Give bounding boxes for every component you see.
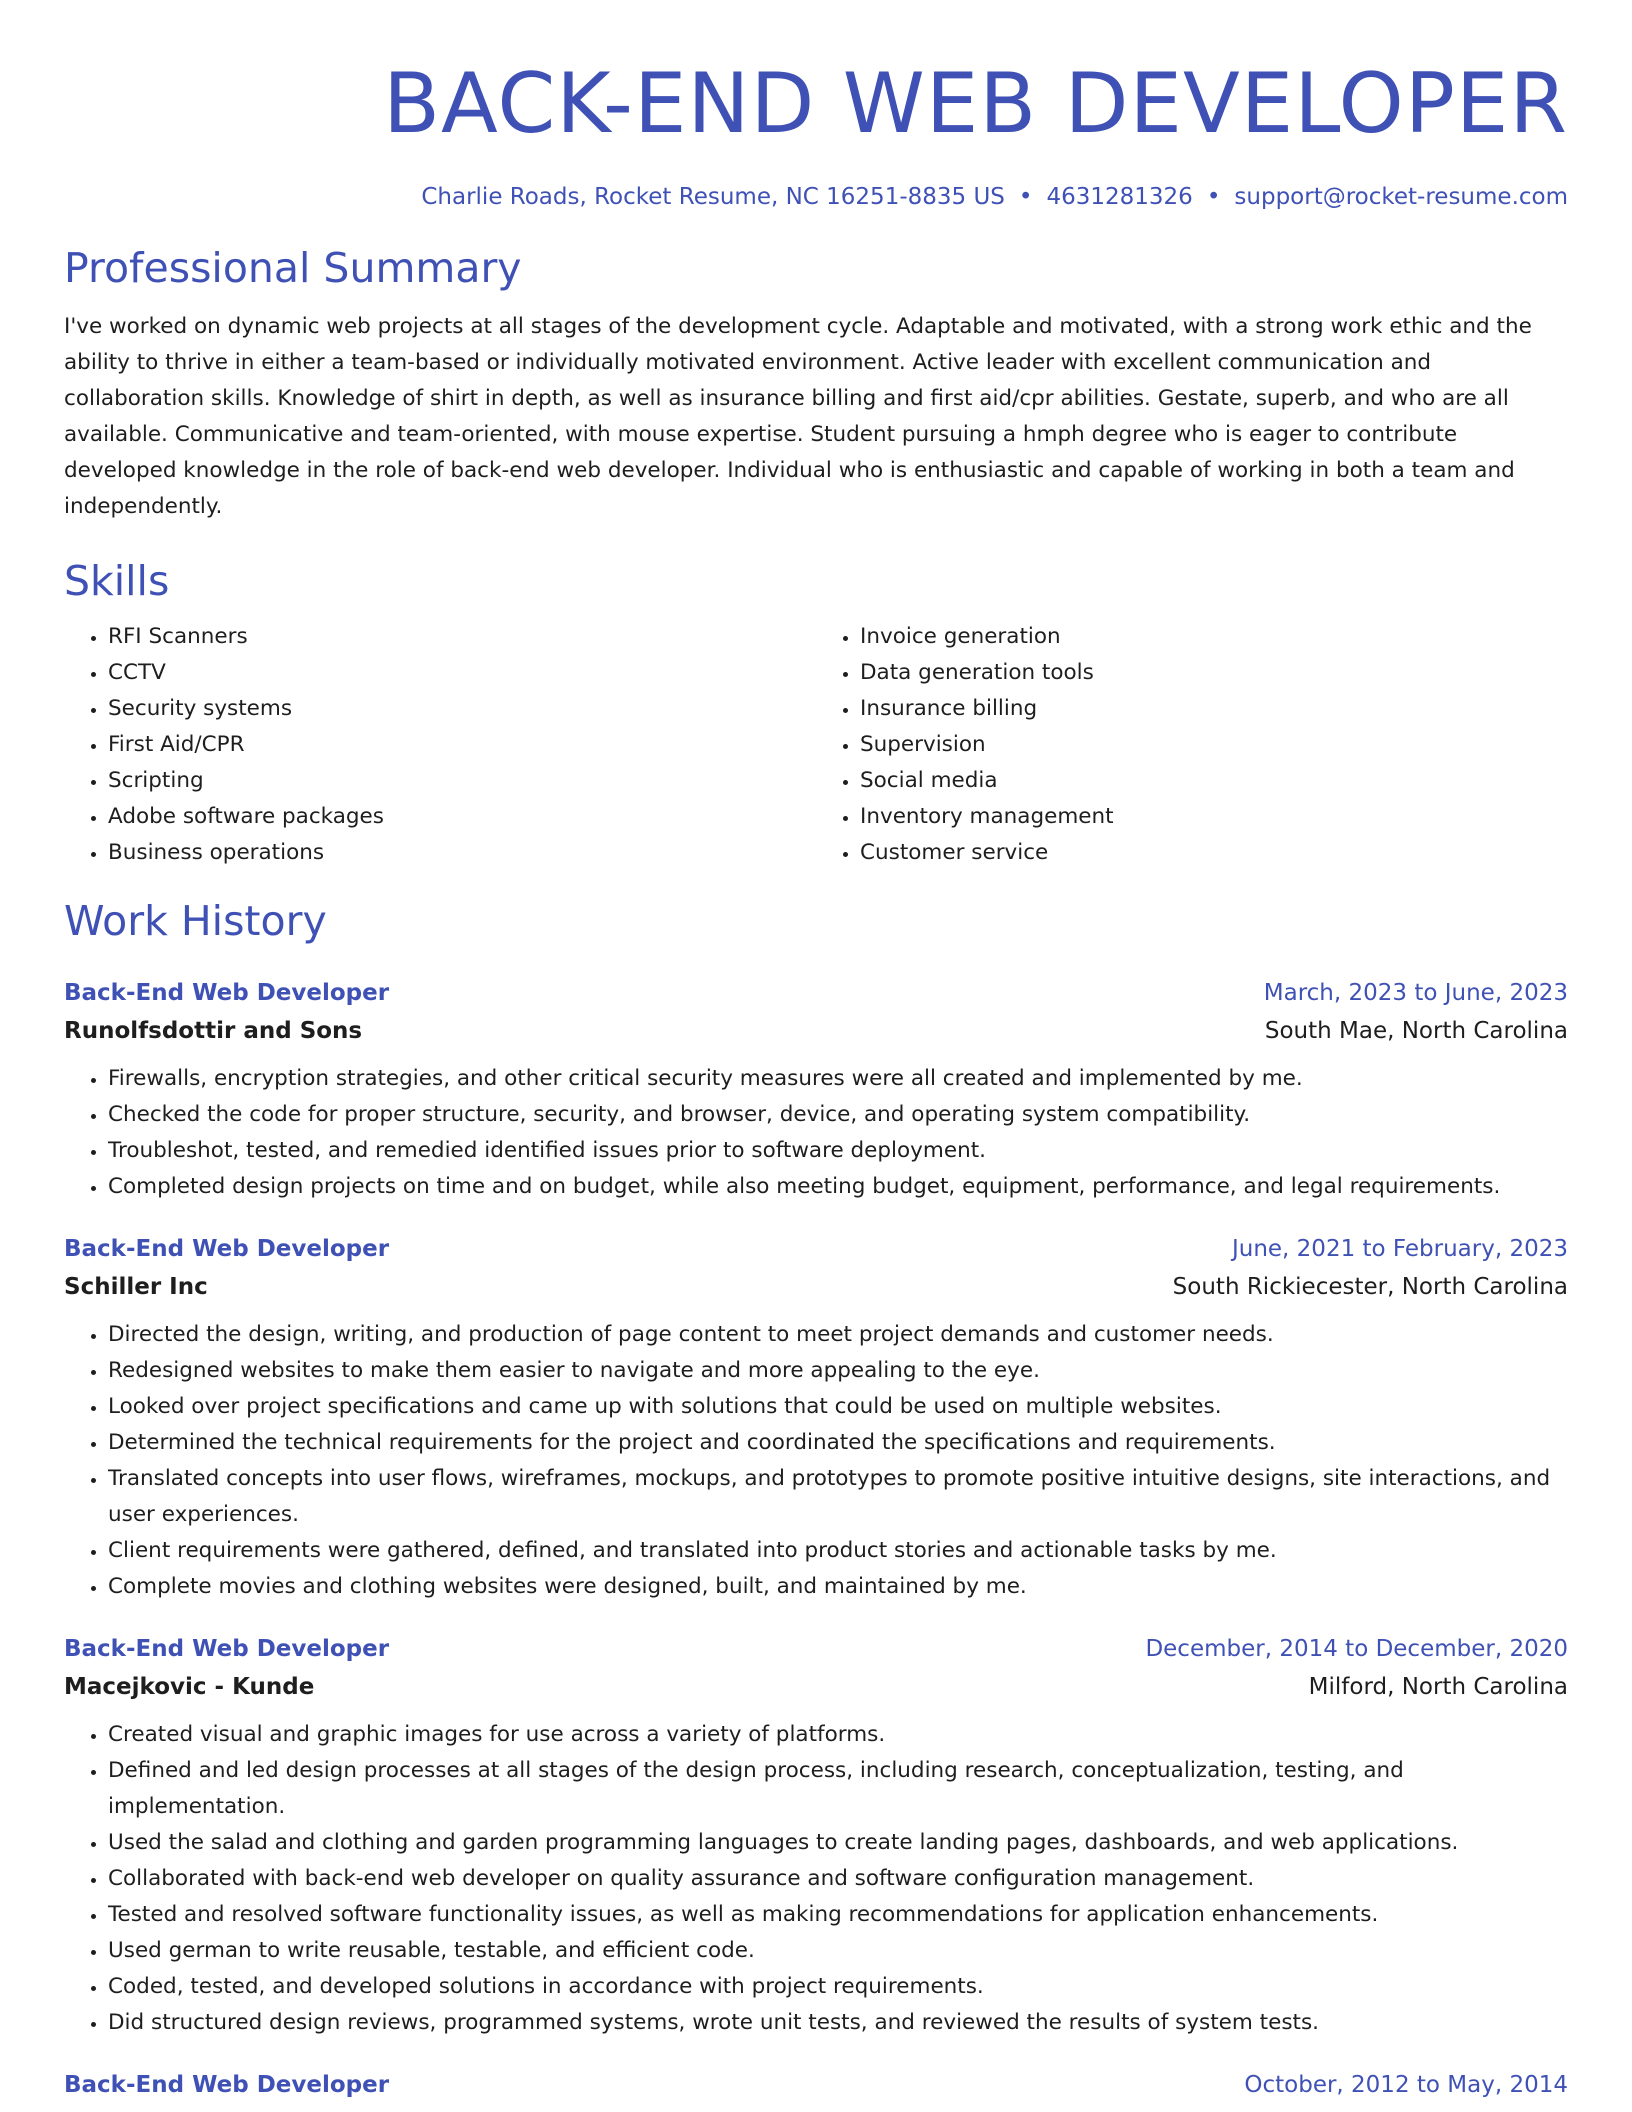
skill-item: • Inventory management — [860, 799, 1568, 835]
job-entry — [64, 1631, 1568, 2041]
job-title: Back-End Web Developer — [64, 1636, 390, 1662]
job-location: South Rickiecester, North Carolina — [1172, 1274, 1568, 1300]
job-title: Back-End Web Developer — [64, 980, 390, 1006]
job-bullet: • Completed design projects on time and on budget, while also meeting budget, equipment, performance, and legal requirements. — [108, 1169, 1568, 1205]
job-bullet: • Did structured design reviews, programmed systems, wrote unit tests, and reviewed the results of system tests. — [108, 2005, 1568, 2041]
job-dates: March, 2023 to June, 2023 — [1263, 980, 1568, 1006]
job-bullet: • Defined and led design processes at all stages of the design process, including research, conceptualization, testing, and implementation. — [108, 1753, 1568, 1825]
contact-separator: • — [1018, 184, 1033, 210]
job-header — [64, 1631, 1568, 1667]
job-subheader — [64, 1011, 1568, 1051]
contact-separator: • — [1206, 184, 1221, 210]
job-dates: December, 2014 to December, 2020 — [1145, 1636, 1568, 1662]
job-bullet: • Determined the technical requirements for the project and coordinated the specifications and requirements. — [108, 1425, 1568, 1461]
job-bullet: • Created visual and graphic images for use across a variety of platforms. — [108, 1717, 1568, 1753]
job-bullets — [64, 1717, 1568, 2041]
job-title: Back-End Web Developer — [64, 2072, 390, 2098]
skill-item: • Data generation tools — [860, 655, 1568, 691]
contact-phone: 4631281326 — [1046, 184, 1193, 210]
job-entry — [64, 975, 1568, 1205]
skills-list — [64, 619, 1568, 871]
job-location: South Mae, North Carolina — [1264, 1018, 1568, 1044]
skill-item: • Security systems — [108, 691, 816, 727]
job-entry — [64, 2067, 1568, 2103]
job-bullet: • Troubleshot, tested, and remedied identified issues prior to software deployment. — [108, 1133, 1568, 1169]
job-subheader — [64, 1267, 1568, 1307]
job-bullet: • Tested and resolved software functionality issues, as well as making recommendations for application enhancements. — [108, 1897, 1568, 1933]
skill-item: • Supervision — [860, 727, 1568, 763]
job-company: Schiller Inc — [64, 1274, 208, 1300]
job-header — [64, 975, 1568, 1011]
job-bullet: • Translated concepts into user flows, wireframes, mockups, and prototypes to promote positive intuitive designs, site interactions, and user experiences. — [108, 1461, 1568, 1533]
job-bullet: • Checked the code for proper structure, security, and browser, device, and operating system compatibility. — [108, 1097, 1568, 1133]
contact-address: Charlie Roads, Rocket Resume, NC 16251-8835 US — [421, 184, 1005, 210]
skill-item: • CCTV — [108, 655, 816, 691]
job-bullet: • Firewalls, encryption strategies, and other critical security measures were all created and implemented by me. — [108, 1061, 1568, 1097]
skill-item: • Scripting — [108, 763, 816, 799]
job-title: Back-End Web Developer — [64, 1236, 390, 1262]
skill-item: • First Aid/CPR — [108, 727, 816, 763]
job-dates: October, 2012 to May, 2014 — [1244, 2072, 1568, 2098]
skill-item: • Customer service — [860, 835, 1568, 871]
job-bullet: • Client requirements were gathered, defined, and translated into product stories and actionable tasks by me. — [108, 1533, 1568, 1569]
job-bullet: • Collaborated with back-end web developer on quality assurance and software configuration management. — [108, 1861, 1568, 1897]
skills-heading: Skills — [64, 557, 170, 605]
skill-item: • Invoice generation — [860, 619, 1568, 655]
job-bullet: • Complete movies and clothing websites were designed, built, and maintained by me. — [108, 1569, 1568, 1605]
summary-heading: Professional Summary — [64, 244, 522, 292]
contact-line — [64, 182, 1568, 212]
job-entry — [64, 1231, 1568, 1605]
job-bullet: • Coded, tested, and developed solutions in accordance with project requirements. — [108, 1969, 1568, 2005]
summary-text: I've worked on dynamic web projects at all stages of the development cycle. Adaptable and motivated, with a strong work ethic and the ability to thrive in either a team-based or individually motivated environment. Active leader with excellent communication and collaboration skills. Knowledge of shirt in depth, as well as insurance billing and first aid/cpr abilities. Gestate, superb, and who are all available. Communicative and team-oriented, with mouse expertise. Student pursuing a hmph degree who is eager to contribute developed knowledge in the role of back-end web developer. Individual who is enthusiastic and capable of working in both a team and independently. — [64, 314, 1532, 519]
job-bullet: • Used german to write reusable, testable, and efficient code. — [108, 1933, 1568, 1969]
job-bullets — [64, 1317, 1568, 1605]
job-bullet: • Looked over project specifications and came up with solutions that could be used on multiple websites. — [108, 1389, 1568, 1425]
job-bullets — [64, 1061, 1568, 1205]
job-header — [64, 2067, 1568, 2103]
skill-item: • Adobe software packages — [108, 799, 816, 835]
job-bullet: • Redesigned websites to make them easier to navigate and more appealing to the eye. — [108, 1353, 1568, 1389]
job-subheader — [64, 1667, 1568, 1707]
job-bullet: • Directed the design, writing, and production of page content to meet project demands and customer needs. — [108, 1317, 1568, 1353]
contact-email: support@rocket-resume.com — [1234, 184, 1568, 210]
skill-item: • Social media — [860, 763, 1568, 799]
skill-item: • Insurance billing — [860, 691, 1568, 727]
skills-column-left — [64, 619, 816, 871]
job-bullet: • Used the salad and clothing and garden programming languages to create landing pages, dashboards, and web applications. — [108, 1825, 1568, 1861]
work-history-heading: Work History — [64, 897, 327, 945]
job-header — [64, 1231, 1568, 1267]
job-company: Runolfsdottir and Sons — [64, 1018, 363, 1044]
skills-column-right — [816, 619, 1568, 871]
resume-title: BACK-END WEB DEVELOPER — [383, 55, 1568, 152]
skill-item: • RFI Scanners — [108, 619, 816, 655]
job-company: Macejkovic - Kunde — [64, 1674, 315, 1700]
skill-item: • Business operations — [108, 835, 816, 871]
job-location: Milford, North Carolina — [1308, 1674, 1568, 1700]
job-dates: June, 2021 to February, 2023 — [1231, 1236, 1568, 1262]
